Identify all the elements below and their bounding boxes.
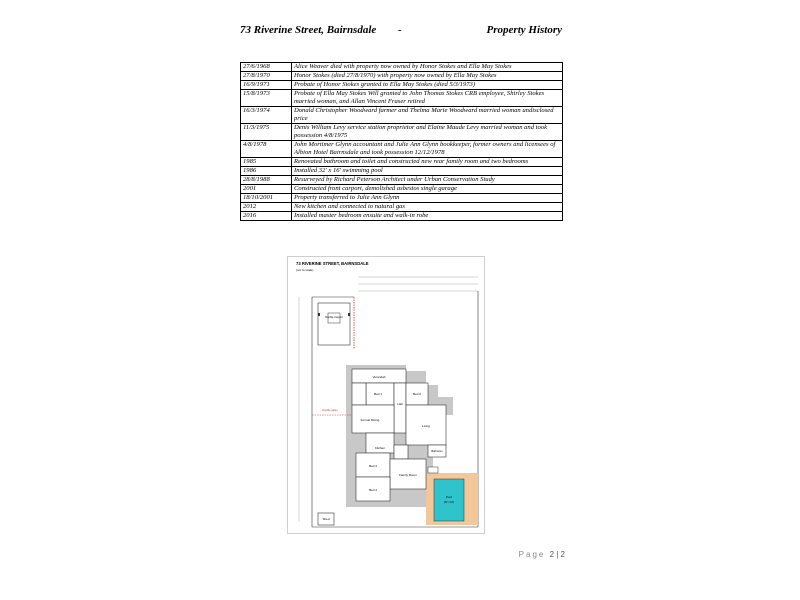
- hall: [394, 383, 406, 433]
- table-row: [241, 124, 563, 141]
- formal-dining-label: Formal Dining: [360, 418, 380, 422]
- history-date: 16/3/1974: [241, 107, 292, 124]
- property-address: 73 Riverine Street, Bairnsdale: [240, 24, 377, 36]
- history-date: 15/8/1973: [241, 90, 292, 107]
- history-date: 2012: [241, 203, 292, 212]
- history-event: Denis William Levy service station proprietor and Elaine Maude Levy married woman and took possession 4/8/1975: [292, 124, 563, 141]
- laundry: [394, 445, 408, 459]
- history-date: 11/3/1975: [241, 124, 292, 141]
- page-label: Page: [518, 550, 546, 559]
- table-row: [241, 176, 563, 185]
- kitchen: [366, 433, 394, 453]
- shed-label: Shed: [322, 517, 330, 521]
- history-date: 28/8/1988: [241, 176, 292, 185]
- floor-plan: [287, 256, 485, 534]
- history-date: 1985: [241, 158, 292, 167]
- history-event: John Mortimer Glynn accountant and Julie Ann Glynn bookkeeper, former owners and licensees of Albion Hotel Bairnsdale and took possession 12/12/1978: [292, 141, 563, 158]
- history-event: Property transferred to Julie Ann Glynn: [292, 194, 563, 203]
- page-number: 2 | 2: [549, 550, 565, 559]
- page-footer: [519, 550, 565, 559]
- history-date: 1986: [241, 167, 292, 176]
- table-row: [241, 203, 563, 212]
- history-date: 18/10/2001: [241, 194, 292, 203]
- history-event: Honor Stokes (died 27/8/1970) with property now owned by Ella May Stokes: [292, 72, 563, 81]
- history-date: 2016: [241, 212, 292, 221]
- carport-label: Double Carport: [325, 316, 343, 319]
- pool-label: Pool: [445, 495, 453, 499]
- table-row: [241, 158, 563, 167]
- table-row: [241, 90, 563, 107]
- table-row: [241, 81, 563, 90]
- history-event: Renovated bathroom and toilet and constructed new rear family room and two bedrooms: [292, 158, 563, 167]
- table-row: [241, 107, 563, 124]
- bathroom-label: Bathroom: [431, 450, 443, 453]
- history-date: 16/9/1971: [241, 81, 292, 90]
- history-event: Installed 32' x 16' swimming pool: [292, 167, 563, 176]
- history-date: 4/8/1978: [241, 141, 292, 158]
- history-date: 2001: [241, 185, 292, 194]
- plan-title: 73 RIVERINE STREET, BAIRNSDALE: [296, 261, 369, 266]
- table-row: [241, 194, 563, 203]
- table-row: [241, 72, 563, 81]
- bed-3-label: Bed 3: [369, 464, 377, 468]
- bed-4-label: Bed 4: [369, 488, 377, 492]
- table-row: [241, 63, 563, 72]
- history-event: Probate of Honor Stokes granted to Ella May Stokes (died 5/3/1973): [292, 81, 563, 90]
- history-event: Alice Weaver died with property now owned by Honor Stokes and Ella May Stokes: [292, 63, 563, 72]
- history-event: Probate of Ella May Stokes Will granted to John Thomas Stokes CRB employee, Shirley Stokes married woman, and Allan Vincent Fraser retired: [292, 90, 563, 107]
- family-room-label: Family Room: [399, 473, 417, 477]
- history-event: Resurveyed by Richard Peterson Architect under Urban Conservation Study: [292, 176, 563, 185]
- table-row: [241, 212, 563, 221]
- hall-label: Hall: [397, 402, 403, 406]
- ensuite: [352, 383, 366, 405]
- floor-plan-drawing: [288, 257, 484, 533]
- double-gates-label: Double gates: [322, 409, 338, 412]
- kitchen-label: Kitchen: [374, 446, 386, 450]
- verandah-label: Verandah: [372, 375, 386, 379]
- table-row: [241, 185, 563, 194]
- property-history-table: [240, 62, 563, 221]
- history-event: Constructed front carport, demolished asbestos single garage: [292, 185, 563, 194]
- pool-size-label: (32' x 16'): [443, 501, 455, 504]
- history-event: Donald Christopher Woodward farmer and Thelma Marie Woodward married woman undisclosed price: [292, 107, 563, 124]
- header-separator: -: [398, 24, 402, 36]
- bed-1-label: Bed 1: [374, 392, 382, 396]
- pool-pump: [428, 467, 438, 473]
- plan-subtitle: (not to scale): [296, 268, 314, 272]
- page-header: [240, 24, 562, 40]
- pool: [434, 479, 464, 521]
- history-date: 27/8/1970: [241, 72, 292, 81]
- history-event: Installed master bedroom ensuite and walk-in robe: [292, 212, 563, 221]
- table-row: [241, 141, 563, 158]
- document-title: Property History: [486, 24, 562, 36]
- history-event: New kitchen and connected to natural gas: [292, 203, 563, 212]
- history-date: 27/6/1968: [241, 63, 292, 72]
- living-label: Living: [422, 424, 430, 428]
- carport: [318, 303, 350, 345]
- table-row: [241, 167, 563, 176]
- bed-2-label: Bed 2: [413, 392, 421, 396]
